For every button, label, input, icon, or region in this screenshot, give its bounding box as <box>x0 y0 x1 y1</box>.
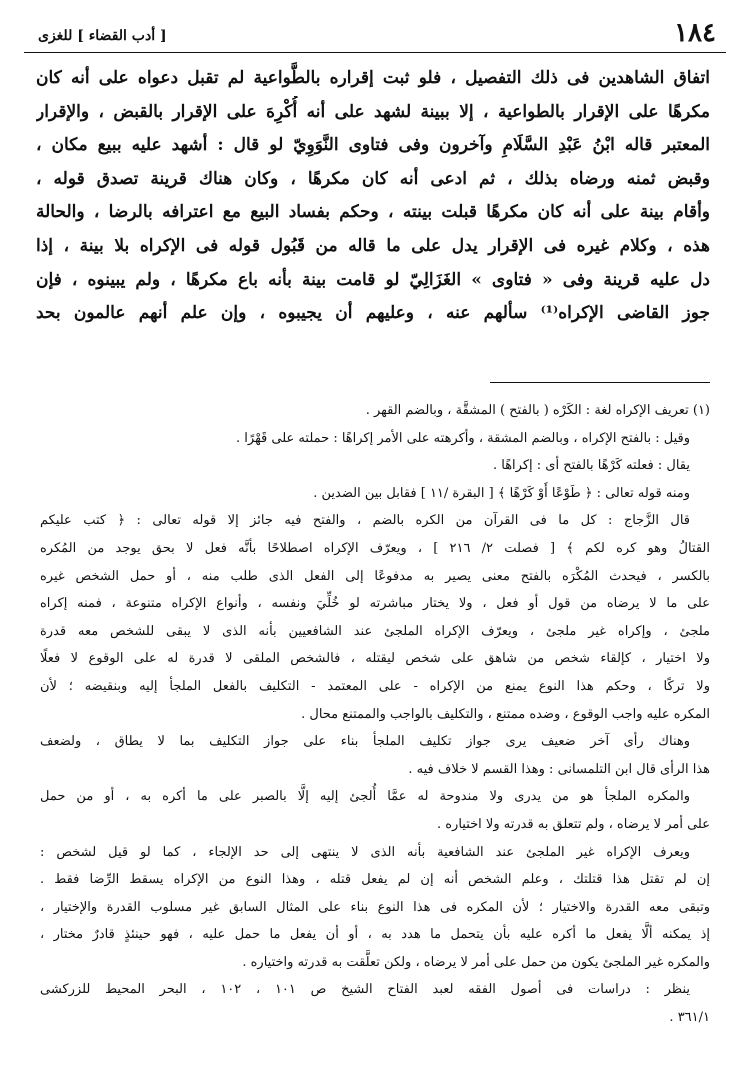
main-text-line: وقبض ثمنه ورضاه بذلك ، ثم ادعى أنه كان مكرهًا ، وكان هناك قرينة تصدق قوله ، <box>36 168 710 189</box>
header-rule <box>24 52 726 53</box>
footnotes <box>40 397 710 1032</box>
footnote-line: قال الزَّجاج : كل ما فى القرآن من الكره بالضم ، والفتح فيه جائز إلا قوله تعالى : ﴿ كتب عليكم <box>40 513 690 529</box>
main-text-line: المعتبر قاله ابْنُ عَبْدِ السَّلَامِ وآخرون وفى فتاوى النَّوَوِيّ لو قال : أشهد عليه ببيع مكان ، <box>36 135 710 156</box>
footnote-line: ينظر : دراسات فى أصول الفقه لعبد الفتاح الشيخ ص ١٠١ ، ١٠٢ ، البحر المحيط للزركشى <box>40 982 691 998</box>
footnote-line: ويعرف الإكراه غير الملجئ عند الشافعية بأنه الذى لا ينتهى إلى حد الإلجاء ، كما لو قيل لشخص : <box>40 844 690 860</box>
footnote-line: يقال : فعلته كَرْهًا بالفتح أى : إكراهًا . <box>492 458 690 474</box>
main-text <box>36 62 710 331</box>
page-header <box>28 18 716 52</box>
footnote-line: وقيل : بالفتح الإكراه ، وبالضم المشقة ، وأكرهته على الأمر إكراهًا : حملته على قَهْرًا . <box>236 430 690 446</box>
footnote-line: ملجئ ، وإكراه غير ملجئ ، ويعرّف الإكراه الملجئ عند الشافعيين بأنه الذى لا يبقى للشخص معه قدرة <box>40 623 710 639</box>
main-text-line: جوز القاضى الإكراه⁽¹⁾ سألهم عنه ، وعليهم أن يجيبوه ، وإن علم أنهم عالمون بحد <box>36 303 710 324</box>
footnote-line: ومنه قوله تعالى : ﴿ طَوْعًا أَوْ كَرْهًا ﴾ [ البقرة /١١ ] فقابل بين الضدين . <box>313 485 690 501</box>
footnote-line: إن لم تقتل هذا قتلتك ، وعلم الشخص أنه إن لم يفعل قتله ، وهذا النوع من الإكراه يسقط الرِّضا فقط . <box>40 872 710 888</box>
main-text-line: اتفاق الشاهدين فى ذلك التفصيل ، فلو ثبت إقراره بالطَّواعية لم تقبل دعواه على أنه كان <box>36 68 710 88</box>
footnote-line: إذ يمكنه ألَّا يفعل ما أكره عليه بأن يتحمل ما هدد به ، أو أن يفعل ما حمل عليه ، فهو حينئذٍ قادرٌ مختار ، <box>40 927 710 943</box>
footnote-line: ٣٦١/١ . <box>669 1010 710 1026</box>
footnote-line: والمكره الملجأ هو من يدرى ولا مندوحة له عمَّا أُلجئ إليه إلَّا بالصبر على ما أكره به ، أو من حمل <box>40 789 690 805</box>
main-text-line: هذه ، وكلام غيره فى الإقرار يدل على ما قاله من قَبُول قوله فى الإكراه بلا بينة ، إذا <box>36 235 710 256</box>
footnote-line: (١) تعريف الإكراه لغة : الكَرْه ( بالفتح ) المشقَّة ، وبالضم القهر . <box>365 403 710 418</box>
main-text-line: وأقام بينة على أنه كان مكرهًا قبلت بينته ، وحكم بفساد البيع مع اعترافه بالرضا ، والحالة <box>36 202 710 223</box>
footnote-line: وهناك رأى آخر ضعيف يرى جواز تكليف الملجأ بناء على جواز التكليف بما لا يطاق ، ولضعف <box>40 734 690 750</box>
footnote-line: ولا اختيار ، كإلقاء شخص من شاهق على شخص ليقتله ، فالشخص الملقى لا قدرة له على الوقوع لا فعلًا <box>40 651 710 667</box>
main-text-line: دل عليه قرينة وفى « فتاوى » الغَزَالِيّ لو قامت بينة بأنه باع مكرهًا ، ولم يبينوه ، فإن <box>36 269 710 290</box>
footnote-line: هذا الرأى قال ابن التلمسانى : وهذا القسم لا خلاف فيه . <box>408 761 710 777</box>
page-number: ١٨٤ <box>674 18 716 48</box>
footnote-line: بالكسر ، فيحدث المُكْرَه بالفتح معنى يصير به مدفوعًا إلى الفعل الذى طلب منه ، أو حمل الشخص غيره <box>40 568 710 584</box>
main-text-line: مكرهًا على الإقرار بالطواعية ، إلا ببينة لشهد على أنه أُكْرِهَ على الإقرار بالقبض ، والإقرار <box>36 101 710 122</box>
footnote-line: على ما لا يرضاه من قول أو فعل ، ولا يختار مباشرته لو خُلِّيَ ونفسه ، وأنواع الإكراه متنوعة ، فمنه إكراه <box>40 596 710 612</box>
footnote-line: ولا تركًا ، وحكم هذا النوع يمنع من الإكراه - على المعتمد - التكليف بالفعل الملجأ إليه وبنقيضه ؛ لأن <box>40 678 710 694</box>
footnote-line: على أمر لا يرضاه ، ولم تتعلق به قدرته ولا اختياره . <box>436 816 710 832</box>
footnote-line: القتالُ وهو كره لكم ﴾ [ فصلت ٢/ ٢١٦ ] ، ويعرّف الإكراه اصطلاحًا بأنَّه فعل لا بحق يوجد من المُكره <box>40 540 710 556</box>
footnote-separator <box>490 382 710 383</box>
footnote-line: والمكره غير الملجئ يكون من حمل على أمر لا يرضاه ، ولكن تعلَّقت به قدرته واختياره . <box>242 954 710 970</box>
running-title: [ أدب القضاء ] للغزى <box>38 28 167 44</box>
footnote-line: المكره عليه واجب الوقوع ، وضده ممتنع ، والتكليف بالواجب والممتنع محال . <box>301 706 710 722</box>
footnote-line: وتبقى معه القدرة والاختيار ؛ لأن المكره فى هذا النوع بناء على المثال السابق غير مسلوب القدرة والإختيار ، <box>40 899 710 915</box>
